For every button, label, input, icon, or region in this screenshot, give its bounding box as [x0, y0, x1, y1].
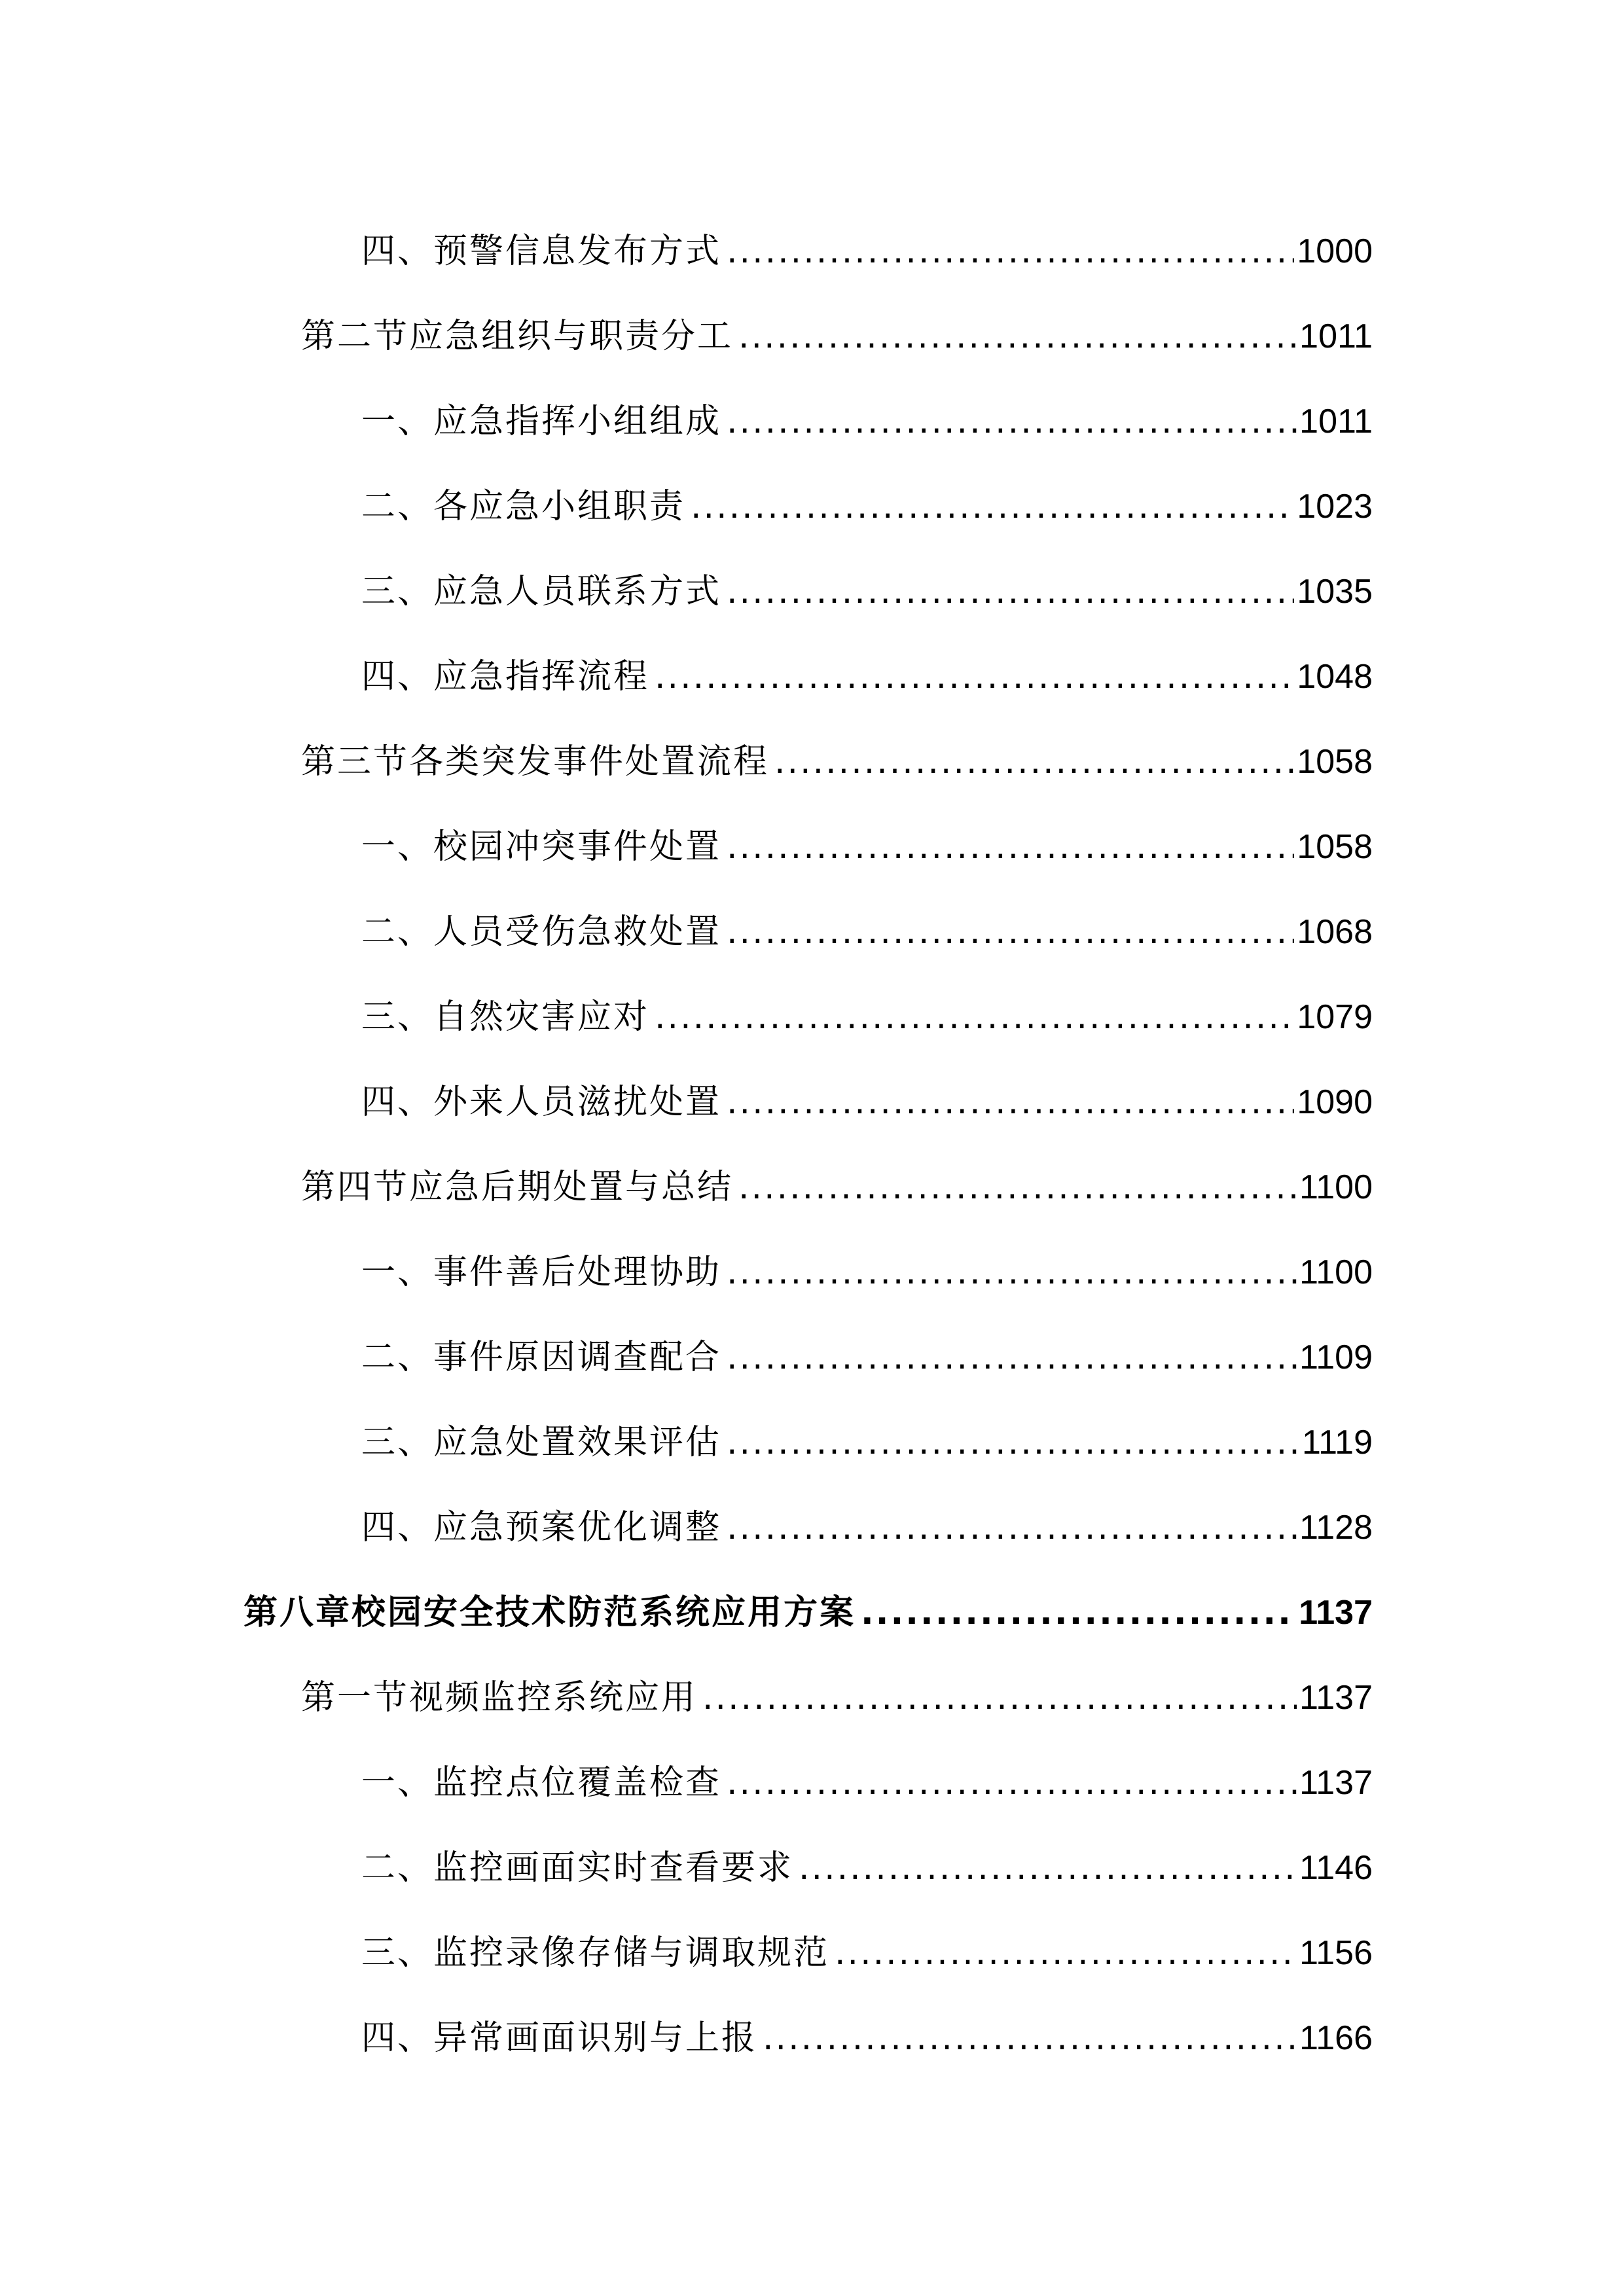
- toc-entry[interactable]: [361, 975, 1373, 1037]
- dot-leader: [799, 1851, 1297, 1885]
- toc-entry-page: 1058: [1297, 828, 1373, 866]
- toc-entry-title: 三、自然灾害应对: [361, 997, 650, 1037]
- dot-leader: [691, 490, 1294, 524]
- toc-entry-page: 1137: [1299, 1594, 1373, 1632]
- toc-entry[interactable]: [361, 1911, 1373, 1973]
- dot-leader: [727, 1340, 1297, 1374]
- dot-leader: [835, 1936, 1297, 1970]
- dot-leader: [727, 1766, 1297, 1800]
- toc-entry[interactable]: [361, 550, 1373, 609]
- toc-entry[interactable]: [301, 1145, 1373, 1207]
- toc-entry-page: 1156: [1299, 1934, 1373, 1972]
- toc-entry-title: 第四节应急后期处置与总结: [301, 1168, 734, 1207]
- toc-entry-title: 二、事件原因调查配合: [361, 1338, 722, 1377]
- toc-entry[interactable]: [361, 380, 1373, 439]
- toc-entry-page: 1011: [1299, 317, 1373, 355]
- toc-entry-chapter[interactable]: [244, 1571, 1373, 1630]
- toc-entry[interactable]: [361, 1060, 1373, 1122]
- toc-entry-title: 一、校园冲突事件处置: [361, 827, 722, 867]
- toc-entry-page: 1090: [1297, 1083, 1373, 1121]
- toc-entry-title: 四、外来人员滋扰处置: [361, 1083, 722, 1122]
- toc-entry[interactable]: [361, 805, 1373, 867]
- toc-entry-title: 第二节应急组织与职责分工: [301, 317, 734, 356]
- toc-entry-page: 1166: [1299, 2019, 1373, 2057]
- dot-leader: [655, 660, 1294, 694]
- toc-entry[interactable]: [361, 1316, 1373, 1377]
- toc-entry-title: 二、人员受伤急救处置: [361, 912, 722, 952]
- toc-entry-title: 一、监控点位覆盖检查: [361, 1763, 722, 1803]
- toc-entry-page: 1128: [1299, 1509, 1373, 1547]
- toc-entry-page: 1119: [1302, 1424, 1373, 1462]
- toc-entry-title: 第三节各类突发事件处置流程: [301, 742, 770, 781]
- toc-entry-title: 第八章校园安全技术防范系统应用方案: [244, 1593, 856, 1632]
- toc-entry-page: 1100: [1299, 1253, 1373, 1291]
- toc-entry[interactable]: [301, 295, 1373, 356]
- toc-entry[interactable]: [361, 1996, 1373, 2058]
- toc-entry-page: 1035: [1297, 573, 1373, 611]
- toc-entry-title: 二、监控画面实时查看要求: [361, 1848, 794, 1888]
- dot-leader: [702, 1681, 1297, 1715]
- toc-entry-title: 四、预警信息发布方式: [361, 232, 722, 271]
- toc-entry[interactable]: [361, 1230, 1373, 1292]
- toc-entry[interactable]: [361, 1401, 1373, 1460]
- dot-leader: [727, 1255, 1297, 1289]
- dot-leader: [738, 319, 1297, 353]
- toc-entry-title: 一、事件善后处理协助: [361, 1253, 722, 1292]
- toc-entry-title: 第一节视频监控系统应用: [301, 1678, 698, 1717]
- toc-entry[interactable]: [361, 1741, 1373, 1803]
- toc-entry[interactable]: [361, 635, 1373, 694]
- dot-leader: [861, 1596, 1296, 1630]
- toc-entry-title: 三、监控录像存储与调取规范: [361, 1933, 830, 1973]
- toc-entry-title: 四、应急指挥流程: [361, 657, 650, 696]
- toc-entry-title: 二、各应急小组职责: [361, 487, 686, 526]
- toc-entry-title: 四、异常画面识别与上报: [361, 2018, 758, 2058]
- dot-leader: [727, 1426, 1299, 1460]
- dot-leader: [727, 915, 1294, 949]
- toc-entry-page: 1146: [1299, 1849, 1373, 1887]
- dot-leader: [727, 1085, 1294, 1119]
- toc-entry[interactable]: [361, 890, 1373, 952]
- dot-leader: [727, 1511, 1297, 1545]
- toc-entry[interactable]: [301, 1656, 1373, 1715]
- dot-leader: [774, 745, 1294, 779]
- dot-leader: [763, 2021, 1297, 2055]
- dot-leader: [727, 575, 1294, 609]
- toc-entry-title: 三、应急人员联系方式: [361, 572, 722, 611]
- toc-entry-page: 1023: [1297, 488, 1373, 526]
- toc-entry-page: 1000: [1297, 232, 1373, 270]
- toc-entry-page: 1100: [1299, 1168, 1373, 1206]
- toc-entry[interactable]: [301, 720, 1373, 779]
- toc-entry[interactable]: [361, 465, 1373, 524]
- toc-entry-page: 1137: [1299, 1764, 1373, 1802]
- toc-entry-page: 1048: [1297, 658, 1373, 696]
- toc-entry[interactable]: [361, 1826, 1373, 1888]
- toc-entry-title: 三、应急处置效果评估: [361, 1423, 722, 1462]
- dot-leader: [738, 1170, 1297, 1204]
- dot-leader: [727, 830, 1294, 864]
- toc-entry-page: 1137: [1299, 1679, 1373, 1717]
- toc-entry-title: 一、应急指挥小组组成: [361, 402, 722, 441]
- toc-entry-page: 1068: [1297, 913, 1373, 951]
- toc-entry[interactable]: [361, 209, 1373, 271]
- dot-leader: [727, 404, 1297, 439]
- dot-leader: [655, 1000, 1294, 1034]
- toc-entry[interactable]: [361, 1486, 1373, 1545]
- toc-entry-page: 1109: [1299, 1338, 1373, 1376]
- toc-entry-page: 1011: [1299, 403, 1373, 440]
- toc-entry-title: 四、应急预案优化调整: [361, 1508, 722, 1547]
- dot-leader: [727, 234, 1294, 268]
- toc-entry-page: 1058: [1297, 743, 1373, 781]
- toc-entry-page: 1079: [1297, 998, 1373, 1036]
